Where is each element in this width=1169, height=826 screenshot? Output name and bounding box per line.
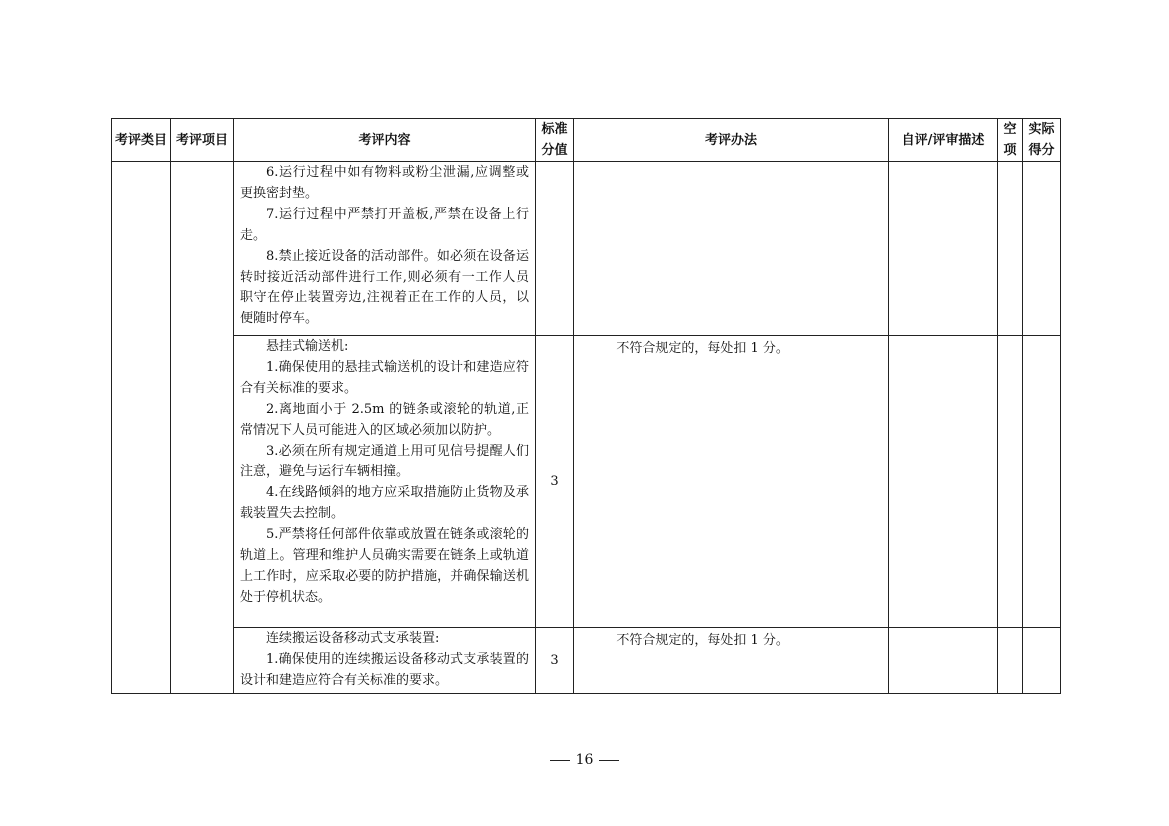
item-cell — [171, 162, 234, 694]
score-cell — [536, 162, 574, 336]
self-eval-cell — [889, 162, 998, 336]
method-cell — [574, 162, 889, 336]
actual-score-cell — [1023, 336, 1061, 628]
evaluation-table-page — [111, 118, 1060, 694]
content-line: 8.禁止接近设备的活动部件。如必须在设备运转时接近活动部件进行工作,则必须有一工作人员职守在停止装置旁边,注视着正在工作的人员，以便随时停车。 — [240, 248, 529, 327]
actual-score-cell — [1023, 162, 1061, 336]
content-line: 1.确保使用的悬挂式输送机的设计和建造应符合有关标准的要求。 — [240, 359, 529, 396]
header-content: 考评内容 — [234, 119, 536, 162]
score-cell: 3 — [536, 628, 574, 694]
footer-dash-left — [550, 760, 570, 761]
method-text: 不符合规定的，每处扣 1 分。 — [616, 341, 789, 356]
content-line: 悬挂式输送机: — [266, 339, 349, 354]
table-row — [112, 162, 1061, 336]
method-cell — [574, 336, 889, 628]
actual-score-cell — [1023, 628, 1061, 694]
content-line: 4.在线路倾斜的地方应采取措施防止货物及承载装置失去控制。 — [240, 485, 529, 522]
header-actual-score: 实际得分 — [1023, 119, 1061, 162]
footer-dash-right — [599, 760, 619, 761]
header-standard-score: 标准分值 — [536, 119, 574, 162]
content-cell — [234, 336, 536, 628]
page-number: 16 — [575, 752, 594, 768]
content-line: 连续搬运设备移动式支承装置: — [266, 631, 440, 646]
table-row — [112, 336, 1061, 628]
page-footer — [0, 752, 1169, 768]
content-line: 2.离地面小于 2.5m 的链条或滚轮的轨道,正常情况下人员可能进入的区域必须加以防护。 — [240, 401, 529, 438]
category-cell — [112, 162, 171, 694]
self-eval-cell — [889, 628, 998, 694]
content-cell — [234, 628, 536, 694]
content-line: 6.运行过程中如有物料或粉尘泄漏,应调整或更换密封垫。 — [240, 165, 529, 201]
method-text: 不符合规定的，每处扣 1 分。 — [616, 633, 789, 648]
header-item: 考评项目 — [171, 119, 234, 162]
content-line: 7.运行过程中严禁打开盖板,严禁在设备上行走。 — [240, 206, 529, 243]
score-cell: 3 — [536, 336, 574, 628]
method-cell — [574, 628, 889, 694]
header-method: 考评办法 — [574, 119, 889, 162]
blank-cell — [998, 336, 1023, 628]
content-cell — [234, 162, 536, 336]
header-blank: 空项 — [998, 119, 1023, 162]
content-line: 3.必须在所有规定通道上用可见信号提醒人们注意，避免与运行车辆相撞。 — [240, 443, 529, 480]
blank-cell — [998, 628, 1023, 694]
header-self-eval: 自评/评审描述 — [889, 119, 998, 162]
self-eval-cell — [889, 336, 998, 628]
content-line: 1.确保使用的连续搬运设备移动式支承装置的设计和建造应符合有关标准的要求。 — [240, 651, 529, 688]
evaluation-table — [111, 118, 1061, 694]
header-category: 考评类目 — [112, 119, 171, 162]
blank-cell — [998, 162, 1023, 336]
table-row — [112, 628, 1061, 694]
table-header-row — [112, 119, 1061, 162]
content-line: 5.严禁将任何部件依靠或放置在链条或滚轮的轨道上。管理和维护人员确实需要在链条上或轨道上工作时，应采取必要的防护措施，并确保输送机处于停机状态。 — [240, 527, 529, 605]
